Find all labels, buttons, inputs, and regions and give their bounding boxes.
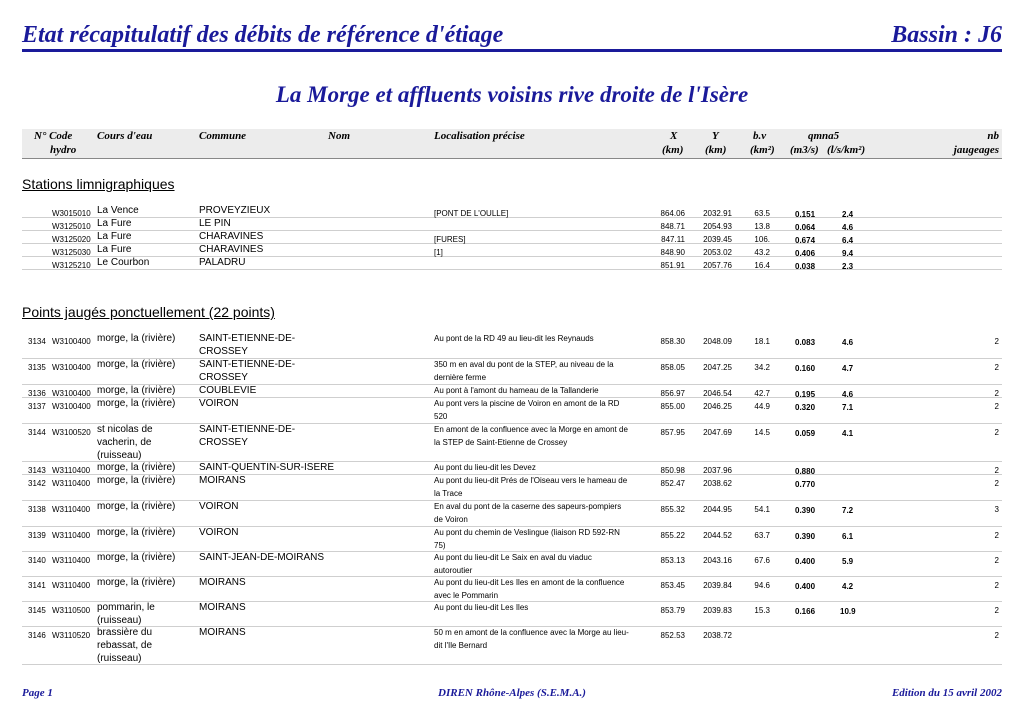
y-value: 2044.95 [703, 505, 732, 514]
station-code: W3110400 [52, 581, 91, 590]
y-value: 2038.72 [703, 631, 732, 640]
commune: MOIRANS [199, 602, 246, 613]
point-number: 3137 [28, 402, 46, 411]
table-row [22, 332, 1002, 359]
table-row [22, 601, 1002, 627]
table-row [22, 423, 1002, 462]
station-code: W3125010 [52, 222, 91, 231]
y-value: 2053.02 [703, 248, 732, 257]
col-qmna5-ls: (l/s/km²) [827, 144, 866, 156]
localisation: 50 m en amont de la confluence avec la Morge au lieu-dit l'Ile Bernard [434, 628, 629, 650]
table-row [22, 474, 1002, 501]
commune: SAINT-ETIENNE-DE-CROSSEY [199, 424, 296, 448]
y-value: 2047.69 [703, 428, 732, 437]
col-qmna5-m3s: (m3/s) [790, 144, 819, 156]
table-row [22, 397, 1002, 424]
section-stations: Stations limnigraphiques [22, 176, 175, 192]
nb-jaugeages: 2 [994, 428, 999, 437]
station-code: W3110500 [52, 606, 91, 615]
localisation: Au pont vers la piscine de Voiron en amont de la RD 520 [434, 399, 620, 421]
x-value: 853.45 [660, 581, 685, 590]
col-commune: Commune [199, 130, 247, 142]
point-number: 3146 [28, 631, 46, 640]
localisation: [PONT DE L'OULLE] [434, 209, 509, 218]
table-row [22, 230, 1002, 244]
col-x: X [670, 130, 678, 142]
bv-value: 67.6 [754, 556, 770, 565]
qmna5-value: 0.151 [795, 210, 816, 219]
qmna5-value: 0.674 [795, 236, 816, 245]
station-code: W3100520 [52, 428, 91, 437]
bv-value: 63.5 [754, 209, 770, 218]
section-points: Points jaugés ponctuellement (22 points) [22, 304, 275, 320]
x-value: 856.97 [660, 389, 685, 398]
x-value: 851.91 [660, 261, 685, 270]
station-code: W3100400 [52, 402, 91, 411]
commune: VOIRON [199, 398, 239, 409]
bv-value: 94.6 [754, 581, 770, 590]
x-value: 847.11 [661, 235, 685, 244]
y-value: 2043.16 [703, 556, 732, 565]
cours-eau: pommarin, le (ruisseau) [97, 602, 155, 626]
table-row [22, 384, 1002, 398]
cours-eau: st nicolas de vacherin, de (ruisseau) [97, 424, 153, 461]
table-row [22, 500, 1002, 527]
cours-eau: morge, la (rivière) [97, 462, 176, 473]
localisation: [1] [434, 248, 443, 257]
table-row [22, 217, 1002, 231]
commune: CHARAVINES [199, 244, 264, 255]
col-nb: nb [987, 130, 999, 142]
qmna5-value: 0.400 [795, 557, 816, 566]
commune: PROVEYZIEUX [199, 205, 271, 216]
point-number: 3141 [28, 581, 46, 590]
bv-value: 13.8 [754, 222, 770, 231]
nb-jaugeages: 2 [994, 531, 999, 540]
station-code: W3100400 [52, 363, 91, 372]
cours-eau: morge, la (rivière) [97, 359, 176, 370]
table-row [22, 256, 1002, 270]
nb-jaugeages: 2 [994, 389, 999, 398]
localisation: Au pont du lieu-dit Les Iles en amont de la confluence avec le Pommarin [434, 578, 625, 600]
nb-jaugeages: 2 [994, 337, 999, 346]
commune: MOIRANS [199, 475, 246, 486]
cours-eau: La Vence [97, 205, 139, 216]
title-divider [22, 49, 1002, 52]
station-code: W3125030 [52, 248, 91, 257]
commune: VOIRON [199, 527, 239, 538]
point-number: 3145 [28, 606, 46, 615]
y-value: 2054.93 [703, 222, 732, 231]
y-value: 2046.25 [703, 402, 732, 411]
nb-jaugeages: 2 [994, 466, 999, 475]
qmna5-value: 0.038 [795, 262, 816, 271]
localisation: Au pont du chemin de Veslingue (liaison RD 592-RN 75) [434, 528, 620, 550]
table-row [22, 551, 1002, 577]
cours-eau: morge, la (rivière) [97, 385, 176, 396]
commune: VOIRON [199, 501, 239, 512]
col-nom: Nom [328, 130, 350, 142]
qmna5-value: 0.770 [795, 480, 816, 489]
cours-eau: brassière du rebassat, de (ruisseau) [97, 627, 153, 664]
col-y-unit: (km) [705, 144, 727, 156]
localisation: Au pont du lieu-dit les Devez [434, 463, 536, 472]
commune: MOIRANS [199, 627, 246, 638]
localisation: Au pont du lieu-dit Prés de l'Oiseau vers le hameau de la Trace [434, 476, 628, 498]
bv-value: 42.7 [754, 389, 770, 398]
qmna5-specific: 4.6 [842, 223, 854, 232]
bassin-label: Bassin : J6 [891, 22, 1002, 48]
x-value: 853.79 [660, 606, 685, 615]
y-value: 2032.91 [703, 209, 732, 218]
nb-jaugeages: 2 [994, 556, 999, 565]
localisation: [FURES] [434, 235, 466, 244]
commune: MOIRANS [199, 577, 246, 588]
x-value: 850.98 [660, 466, 685, 475]
cours-eau: Le Courbon [97, 257, 150, 268]
station-code: W3110520 [52, 631, 91, 640]
point-number: 3135 [28, 363, 46, 372]
table-row [22, 461, 1002, 475]
point-number: 3140 [28, 556, 46, 565]
x-value: 852.47 [660, 479, 685, 488]
qmna5-specific: 4.1 [842, 429, 854, 438]
column-header [22, 129, 1002, 159]
qmna5-specific: 4.6 [842, 338, 854, 347]
table-row [22, 626, 1002, 665]
bv-value: 14.5 [754, 428, 770, 437]
bv-value: 44.9 [754, 402, 770, 411]
station-code: W3125020 [52, 235, 91, 244]
qmna5-value: 0.059 [795, 429, 816, 438]
col-code: N° Code [34, 130, 73, 142]
point-number: 3142 [28, 479, 46, 488]
col-y: Y [712, 130, 719, 142]
nb-jaugeages: 2 [994, 363, 999, 372]
bv-value: 18.1 [754, 337, 770, 346]
qmna5-specific: 9.4 [842, 249, 854, 258]
bv-value: 106. [754, 235, 770, 244]
commune: COUBLEVIE [199, 385, 257, 396]
commune: PALADRU [199, 257, 246, 268]
nb-jaugeages: 2 [994, 631, 999, 640]
page-number: Page 1 [22, 687, 53, 699]
edition-date: Edition du 15 avril 2002 [891, 687, 1002, 699]
nb-jaugeages: 2 [994, 402, 999, 411]
col-code-sub: hydro [50, 144, 77, 156]
cours-eau: morge, la (rivière) [97, 333, 176, 344]
qmna5-specific: 5.9 [842, 557, 854, 566]
station-code: W3125210 [52, 261, 91, 270]
commune: SAINT-QUENTIN-SUR-ISERE [199, 462, 335, 473]
bv-value: 63.7 [754, 531, 770, 540]
col-qmna5: qmna5 [808, 130, 840, 142]
cours-eau: morge, la (rivière) [97, 577, 176, 588]
qmna5-value: 0.390 [795, 506, 816, 515]
qmna5-specific: 6.1 [842, 532, 854, 541]
station-code: W3100400 [52, 389, 91, 398]
col-localisation: Localisation précise [434, 130, 525, 142]
y-value: 2047.25 [703, 363, 732, 372]
point-number: 3134 [28, 337, 46, 346]
x-value: 855.00 [660, 402, 685, 411]
point-number: 3144 [28, 428, 46, 437]
bv-value: 43.2 [754, 248, 770, 257]
col-cours: Cours d'eau [97, 130, 153, 142]
commune: SAINT-JEAN-DE-MOIRANS [199, 552, 325, 563]
station-code: W3110400 [52, 479, 91, 488]
bv-value: 54.1 [754, 505, 770, 514]
qmna5-value: 0.166 [795, 607, 816, 616]
col-bv-unit: (km²) [750, 144, 775, 156]
qmna5-specific: 2.4 [842, 210, 854, 219]
bv-value: 15.3 [754, 606, 770, 615]
cours-eau: morge, la (rivière) [97, 475, 176, 486]
table-row [22, 526, 1002, 552]
localisation: Au pont du lieu-dit Les Iles [434, 603, 529, 612]
commune: SAINT-ETIENNE-DE-CROSSEY [199, 333, 296, 357]
commune: SAINT-ETIENNE-DE-CROSSEY [199, 359, 296, 383]
x-value: 858.05 [660, 363, 685, 372]
nb-jaugeages: 3 [994, 505, 999, 514]
page-subtitle: La Morge et affluents voisins rive droite de l'Isère [275, 82, 749, 107]
point-number: 3139 [28, 531, 46, 540]
cours-eau: La Fure [97, 244, 132, 255]
x-value: 855.22 [660, 531, 685, 540]
point-number: 3143 [28, 466, 46, 475]
cours-eau: morge, la (rivière) [97, 552, 176, 563]
qmna5-value: 0.160 [795, 364, 816, 373]
footer-author: DIREN Rhône-Alpes (S.E.M.A.) [438, 687, 586, 699]
qmna5-specific: 7.2 [842, 506, 854, 515]
cours-eau: morge, la (rivière) [97, 501, 176, 512]
x-value: 855.32 [660, 505, 685, 514]
point-number: 3136 [28, 389, 46, 398]
localisation: En aval du pont de la caserne des sapeurs-pompiers de Voiron [434, 502, 622, 524]
bv-value: 34.2 [754, 363, 770, 372]
y-value: 2046.54 [703, 389, 732, 398]
qmna5-value: 0.400 [795, 582, 816, 591]
commune: CHARAVINES [199, 231, 264, 242]
col-bv: b.v [753, 130, 767, 142]
qmna5-specific: 2.3 [842, 262, 854, 271]
qmna5-specific: 7.1 [842, 403, 854, 412]
station-code: W3110400 [52, 505, 91, 514]
x-value: 852.53 [660, 631, 685, 640]
y-value: 2037.96 [703, 466, 732, 475]
nb-jaugeages: 2 [994, 606, 999, 615]
table-row [22, 358, 1002, 385]
nb-jaugeages: 2 [994, 581, 999, 590]
y-value: 2048.09 [703, 337, 732, 346]
cours-eau: La Fure [97, 218, 132, 229]
y-value: 2039.84 [703, 581, 732, 590]
commune: LE PIN [199, 218, 231, 229]
page-title: Etat récapitulatif des débits de référence d'étiage [22, 22, 504, 48]
qmna5-value: 0.064 [795, 223, 816, 232]
table-row [22, 243, 1002, 257]
x-value: 857.95 [660, 428, 685, 437]
qmna5-specific: 6.4 [842, 236, 854, 245]
qmna5-value: 0.880 [795, 467, 816, 476]
station-code: W3110400 [52, 556, 91, 565]
bv-value: 16.4 [754, 261, 770, 270]
x-value: 858.30 [660, 337, 685, 346]
x-value: 853.13 [660, 556, 685, 565]
qmna5-value: 0.320 [795, 403, 816, 412]
qmna5-value: 0.083 [795, 338, 816, 347]
qmna5-value: 0.195 [795, 390, 816, 399]
qmna5-value: 0.390 [795, 532, 816, 541]
station-code: W3110400 [52, 531, 91, 540]
qmna5-specific: 4.7 [842, 364, 854, 373]
col-nb-sub: jaugeages [953, 144, 999, 156]
localisation: Au pont à l'amont du hameau de la Tallanderie [434, 386, 599, 395]
cours-eau: morge, la (rivière) [97, 398, 176, 409]
x-value: 848.71 [660, 222, 685, 231]
qmna5-specific: 4.6 [842, 390, 854, 399]
y-value: 2057.76 [703, 261, 732, 270]
col-x-unit: (km) [662, 144, 684, 156]
cours-eau: La Fure [97, 231, 132, 242]
localisation: En amont de la confluence avec la Morge en amont de la STEP de Saint-Etienne de Crossey [434, 425, 628, 447]
table-row [22, 576, 1002, 602]
station-code: W3100400 [52, 337, 91, 346]
qmna5-specific: 10.9 [840, 607, 856, 616]
localisation: Au pont du lieu-dit Le Saix en aval du viaduc autoroutier [434, 553, 592, 575]
qmna5-specific: 4.2 [842, 582, 854, 591]
x-value: 864.06 [660, 209, 685, 218]
y-value: 2039.83 [703, 606, 732, 615]
table-row [22, 204, 1002, 218]
cours-eau: morge, la (rivière) [97, 527, 176, 538]
point-number: 3138 [28, 505, 46, 514]
station-code: W3110400 [52, 466, 91, 475]
y-value: 2038.62 [703, 479, 732, 488]
localisation: 350 m en aval du pont de la STEP, au niveau de la dernière ferme [434, 360, 614, 382]
y-value: 2044.52 [703, 531, 732, 540]
localisation: Au pont de la RD 49 au lieu-dit les Reynauds [434, 334, 594, 343]
nb-jaugeages: 2 [994, 479, 999, 488]
x-value: 848.90 [660, 248, 685, 257]
station-code: W3015010 [52, 209, 91, 218]
qmna5-value: 0.406 [795, 249, 816, 258]
y-value: 2039.45 [703, 235, 732, 244]
